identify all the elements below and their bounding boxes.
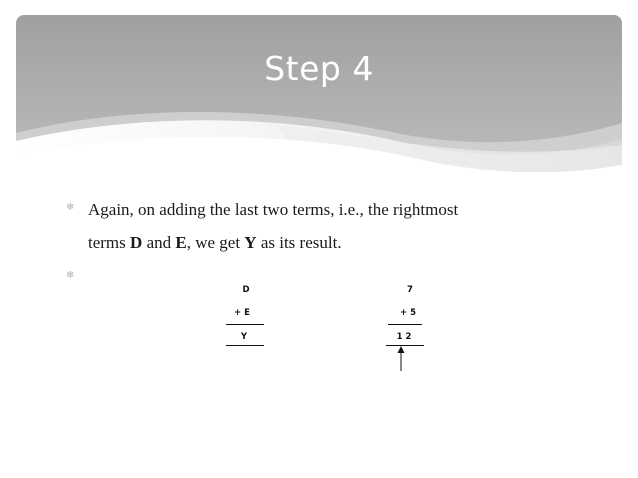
numeric-result: 1 2	[396, 332, 412, 342]
symbolic-sum-line	[226, 324, 264, 325]
symbolic-top: D	[242, 285, 250, 295]
bullet-icon: ❄	[66, 270, 75, 281]
carry-arrow-icon	[394, 346, 408, 372]
paragraph-text: and	[142, 233, 176, 252]
term-y: Y	[244, 233, 257, 252]
symbolic-result: Y	[240, 332, 248, 342]
bullet-icon: ❄	[66, 202, 75, 213]
numeric-addend: + 5	[400, 308, 416, 318]
banner-wave-graphic	[16, 15, 622, 175]
paragraph-text: , we get	[186, 233, 245, 252]
paragraph-text: as its result.	[256, 233, 342, 252]
paragraph-text: terms	[88, 233, 131, 252]
slide-title: Step 4	[264, 49, 374, 88]
symbolic-addend: + E	[234, 308, 250, 318]
term-d: D	[130, 233, 143, 252]
bullet-paragraph	[88, 193, 588, 259]
numeric-top: 7	[407, 285, 413, 295]
term-e: E	[175, 233, 187, 252]
paragraph-line-1: Again, on adding the last two terms, i.e., the rightmost	[88, 200, 459, 219]
symbolic-result-line	[226, 345, 264, 346]
numeric-sum-line	[388, 324, 422, 325]
title-banner	[16, 15, 622, 175]
